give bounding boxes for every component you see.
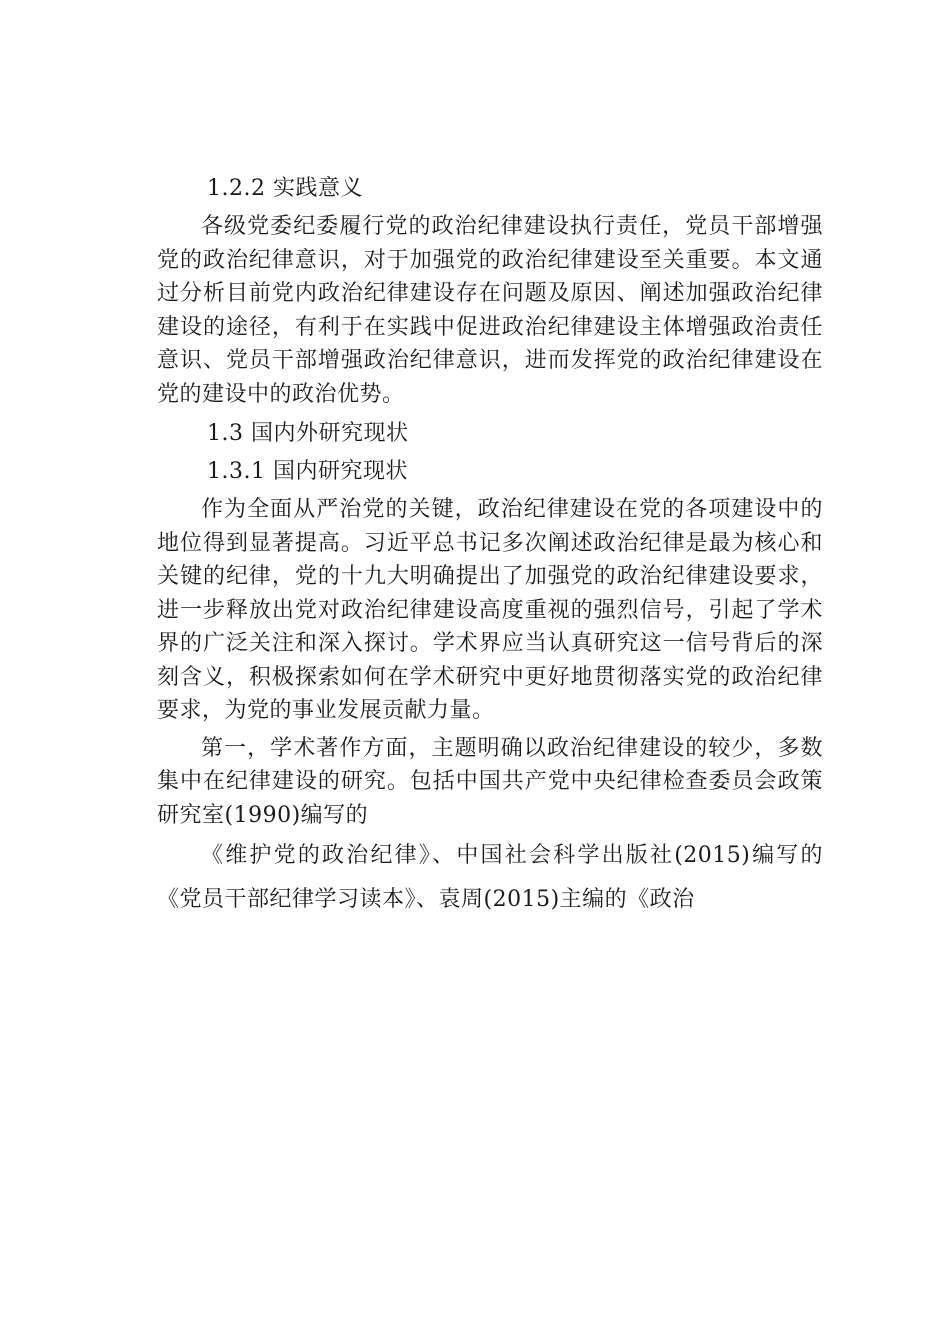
heading-1-3: 1.3 国内外研究现状 xyxy=(207,421,409,446)
paragraph-book-list: 《维护党的政治纪律》、中国社会科学出版社(2015)编写的《党员干部纪律学习读本》、袁周(2015)主编的《政治 xyxy=(157,843,823,912)
heading-1-3-1: 1.3.1 国内研究现状 xyxy=(207,459,408,484)
paragraph-practical-significance: 各级党委纪委履行党的政治纪律建设执行责任，党员干部增强党的政治纪律意识，对于加强党的政治纪律建设至关重要。本文通过分析目前党内政治纪律建设存在问题及原因、阐述加强政治纪律建设的途径，有利于在实践中促进政治纪律建设主体增强政治责任意识、党员干部增强政治纪律意识，进而发挥党的政治纪律建设在党的建设中的政治优势。 xyxy=(157,214,823,407)
document-page xyxy=(157,170,823,922)
paragraph-domestic-research: 作为全面从严治党的关键，政治纪律建设在党的各项建设中的地位得到显著提高。习近平总书记多次阐述政治纪律是最为核心和关键的纪律，党的十九大明确提出了加强党的政治纪律建设要求，进一步释放出党对政治纪律建设高度重视的强烈信号，引起了学术界的广泛关注和深入探讨。学术界应当认真研究这一信号背后的深刻含义，积极探索如何在学术研究中更好地贯彻落实党的政治纪律要求，为党的事业发展贡献力量。 xyxy=(157,497,823,723)
paragraph-academic-works: 第一，学术著作方面，主题明确以政治纪律建设的较少，多数集中在纪律建设的研究。包括中国共产党中央纪律检查委员会政策研究室(1990)编写的 xyxy=(157,735,823,828)
heading-1-2-2: 1.2.2 实践意义 xyxy=(207,176,363,201)
